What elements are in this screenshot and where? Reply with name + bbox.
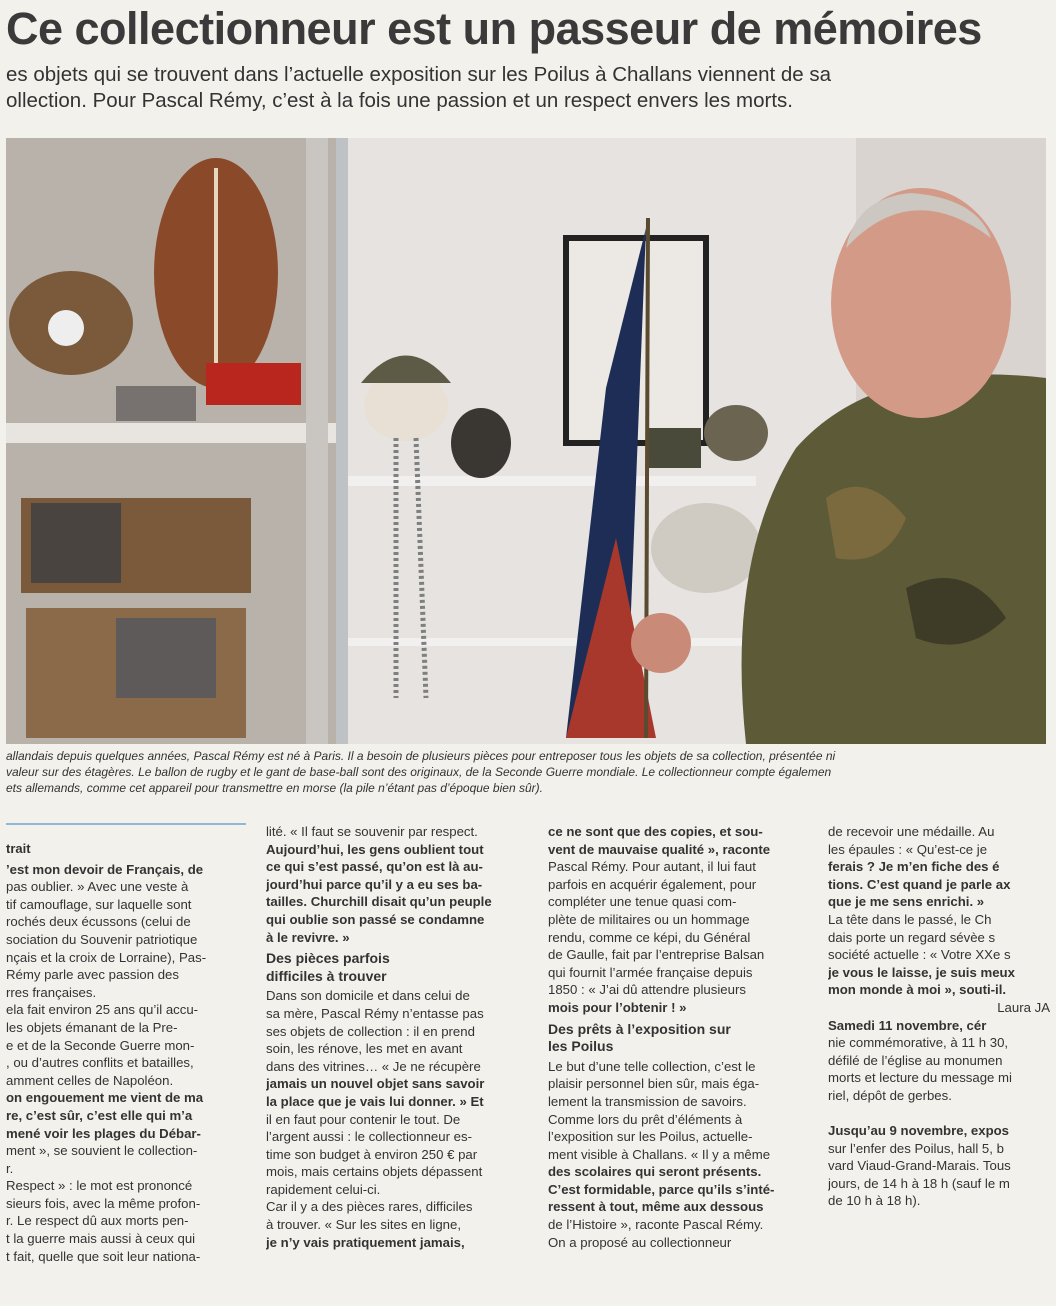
text-line: riel, dépôt de gerbes. <box>828 1087 952 1103</box>
text-line: r. Le respect dû aux morts pen- <box>6 1213 189 1229</box>
text-line: time son budget à environ 250 € par <box>266 1146 478 1162</box>
text-line: vent de mauvaise qualité », raconte <box>548 841 771 857</box>
subheading <box>548 1021 816 1056</box>
subheading <box>266 950 534 985</box>
text-line: ferais ? Je m’en fiche des é <box>828 859 1000 875</box>
subheading-line: Des pièces parfois <box>266 950 390 967</box>
text-line: à le revivre. » <box>266 929 350 945</box>
subheading-line: difficiles à trouver <box>266 967 387 984</box>
text-line: Le but d’une telle collection, c’est le <box>548 1058 756 1074</box>
text-line: sociation du Souvenir patriotique <box>6 931 198 947</box>
text-line: r. <box>6 1160 14 1176</box>
text-line: t fait, quelle que soit leur nationa- <box>6 1248 201 1264</box>
text-line: jourd’hui parce qu’il y a eu ses ba- <box>266 876 483 892</box>
standfirst-line: ollection. Pour Pascal Rémy, c’est à la fois une passion et un respect envers les morts. <box>6 89 793 112</box>
text-line: , ou d’autres conflits et batailles, <box>6 1055 194 1071</box>
article-column-1 <box>6 836 251 1265</box>
text-line: que je me sens enrichi. » <box>828 894 985 910</box>
subheading-line: Des prêts à l’exposition sur <box>548 1020 731 1037</box>
article-column-2 <box>266 823 534 1251</box>
text-line: il en faut pour contenir le tout. De <box>266 1111 461 1127</box>
text-line: re, c’est sûr, c’est elle qui m’a <box>6 1107 193 1123</box>
text-line: sa mère, Pascal Rémy n’entasse pas <box>266 1005 484 1021</box>
text-line: société actuelle : « Votre XXe s <box>828 947 1011 963</box>
article-column-4 <box>828 823 1050 1210</box>
text-line: sur l’enfer des Poilus, hall 5, b <box>828 1140 1004 1156</box>
text-line: ressent à tout, même aux dessous <box>548 1199 764 1215</box>
text-line: les épaules : « Qu’est-ce je <box>828 841 988 857</box>
text-line: l’exposition sur les Poilus, actuelle- <box>548 1129 753 1145</box>
text-line: mois, mais certains objets dépassent <box>266 1164 483 1180</box>
text-line <box>828 1105 1050 1123</box>
text-line: mois pour l’obtenir ! » <box>548 999 687 1015</box>
author-signature: Laura JA <box>997 999 1050 1015</box>
text-line: défilé de l’église au monumen <box>828 1052 1003 1068</box>
text-line: amment celles de Napoléon. <box>6 1072 174 1088</box>
photo-caption <box>6 748 1046 796</box>
text-line: nçais et la croix de Lorraine), Pas- <box>6 949 207 965</box>
text-line: sieurs fois, avec la même profon- <box>6 1195 201 1211</box>
text-line: tif camouflage, sur laquelle sont <box>6 896 192 912</box>
text-line: jamais un nouvel objet sans savoir <box>266 1076 485 1092</box>
text-line: Dans son domicile et dans celui de <box>266 988 470 1004</box>
column-kicker: trait <box>6 841 31 856</box>
text-line: rochés deux écussons (celui de <box>6 914 191 930</box>
subheading-line: les Poilus <box>548 1038 614 1055</box>
text-line: de Gaulle, fait par l’entreprise Balsan <box>548 947 765 963</box>
text-line: ment », se souvient le collection- <box>6 1143 198 1159</box>
text-line: pas oublier. » Avec une veste à <box>6 879 189 895</box>
helmet <box>704 405 768 461</box>
text-line: la place que je vais lui donner. » Et <box>266 1093 484 1109</box>
text-line: de 10 h à 18 h). <box>828 1193 921 1209</box>
text-line: de l’Histoire », raconte Pascal Rémy. <box>548 1217 764 1233</box>
text-line: Respect » : le mot est prononcé <box>6 1178 193 1194</box>
article-column-3 <box>548 823 816 1251</box>
text-line: Aujourd’hui, les gens oublient tout <box>266 841 484 857</box>
collector-photo-illustration <box>6 138 1046 744</box>
text-line: à trouver. « Sur les sites en ligne, <box>266 1217 461 1233</box>
text-line: ce qui s’est passé, qu’on est là au- <box>266 859 483 875</box>
text-line: jours, de 14 h à 18 h (sauf le m <box>828 1175 1010 1191</box>
text-line: des scolaires qui seront présents. <box>548 1164 762 1180</box>
caption-line: ets allemands, comme cet appareil pour transmettre en morse (la pile n’étant pas d’époque bien sûr). <box>6 781 543 795</box>
text-line: La tête dans le passé, le Ch <box>828 911 992 927</box>
text-line: rendu, comme ce képi, du Général <box>548 929 751 945</box>
text-line: ment visible à Challans. « Il y a même <box>548 1146 771 1162</box>
text-line: morts et lecture du message mi <box>828 1070 1012 1086</box>
text-line: de recevoir une médaille. Au <box>828 824 995 839</box>
text-line: Comme lors du prêt d’éléments à <box>548 1111 743 1127</box>
text-line: vard Viaud-Grand-Marais. Tous <box>828 1158 1011 1174</box>
text-line: lement la transmission de savoirs. <box>548 1093 747 1109</box>
text-line: ses objets de collection : il en prend <box>266 1023 475 1039</box>
red-box <box>206 363 301 405</box>
text-line: Car il y a des pièces rares, difficiles <box>266 1199 473 1215</box>
text-line: je n’y vais pratiquement jamais, <box>266 1234 465 1250</box>
text-line: ce ne sont que des copies, et sou- <box>548 824 763 839</box>
text-line: compléter une tenue quasi com- <box>548 894 737 910</box>
text-line: qui oublie son passé se condamne <box>266 911 485 927</box>
text-line: je vous le laisse, je suis meux <box>828 964 1015 980</box>
text-line: e et de la Seconde Guerre mon- <box>6 1037 195 1053</box>
text-line: 1850 : « J’ai dû attendre plusieurs <box>548 982 746 998</box>
standfirst-line: es objets qui se trouvent dans l’actuelle exposition sur les Poilus à Challans viennent de sa <box>6 63 832 86</box>
text-line: rres françaises. <box>6 984 97 1000</box>
text-line: dais porte un regard sévèe s <box>828 929 996 945</box>
text-line: Jusqu’au 9 novembre, expos <box>828 1123 1010 1139</box>
morse-radio <box>116 618 216 698</box>
text-line: les objets émanant de la Pre- <box>6 1019 178 1035</box>
text-line: C’est formidable, parce qu’ils s’inté- <box>548 1181 775 1197</box>
text-line: nie commémorative, à 11 h 30, <box>828 1035 1009 1051</box>
text-line: mon monde à moi », souti-il. <box>828 982 1007 998</box>
text-line: tailles. Churchill disait qu’un peuple <box>266 894 492 910</box>
caption-line: allandais depuis quelques années, Pascal Rémy est né à Paris. Il a besoin de plusieurs pièces pour entreposer tous les objets de sa collection, présentée ni <box>6 749 836 763</box>
text-line: dans des vitrines… « Je ne récupère <box>266 1058 481 1074</box>
text-line: ’est mon devoir de Français, de <box>6 861 204 877</box>
text-line: t la guerre mais aussi à ceux qui <box>6 1231 196 1247</box>
standfirst <box>6 62 1036 114</box>
text-line: l’argent aussi : le collectionneur es- <box>266 1129 472 1145</box>
text-line: lité. « Il faut se souvenir par respect. <box>266 824 478 839</box>
section-rule <box>6 823 246 825</box>
headline: Ce collectionneur est un passeur de mémoires <box>6 3 982 54</box>
text-line: qui fournit l’armée française depuis <box>548 964 753 980</box>
caption-line: valeur sur des étagères. Le ballon de rugby et le gant de base-ball sont des originaux, de la Seconde Guerre mondiale. Le collectionneur compte égalemen <box>6 765 832 779</box>
text-line: parfois en acquérir également, pour <box>548 876 757 892</box>
text-line: plète de militaires ou un hommage <box>548 911 750 927</box>
text-line: on engouement me vient de ma <box>6 1090 204 1106</box>
text-line: Samedi 11 novembre, cér <box>828 1017 987 1033</box>
hand <box>631 613 691 673</box>
text-line: rapidement celui-ci. <box>266 1181 381 1197</box>
text-line: Pascal Rémy. Pour autant, il lui faut <box>548 859 756 875</box>
text-line: mené voir les plages du Débar- <box>6 1125 201 1141</box>
text-line: Rémy parle avec passion des <box>6 967 179 983</box>
text-line: ela fait environ 25 ans qu’il accu- <box>6 1002 199 1018</box>
text-line: plaisir personnel bien sûr, mais éga- <box>548 1076 760 1092</box>
article-photo <box>6 138 1046 744</box>
text-line: tions. C’est quand je parle ax <box>828 876 1011 892</box>
text-line: On a proposé au collectionneur <box>548 1234 732 1250</box>
text-line: soin, les rénove, les met en avant <box>266 1041 463 1057</box>
